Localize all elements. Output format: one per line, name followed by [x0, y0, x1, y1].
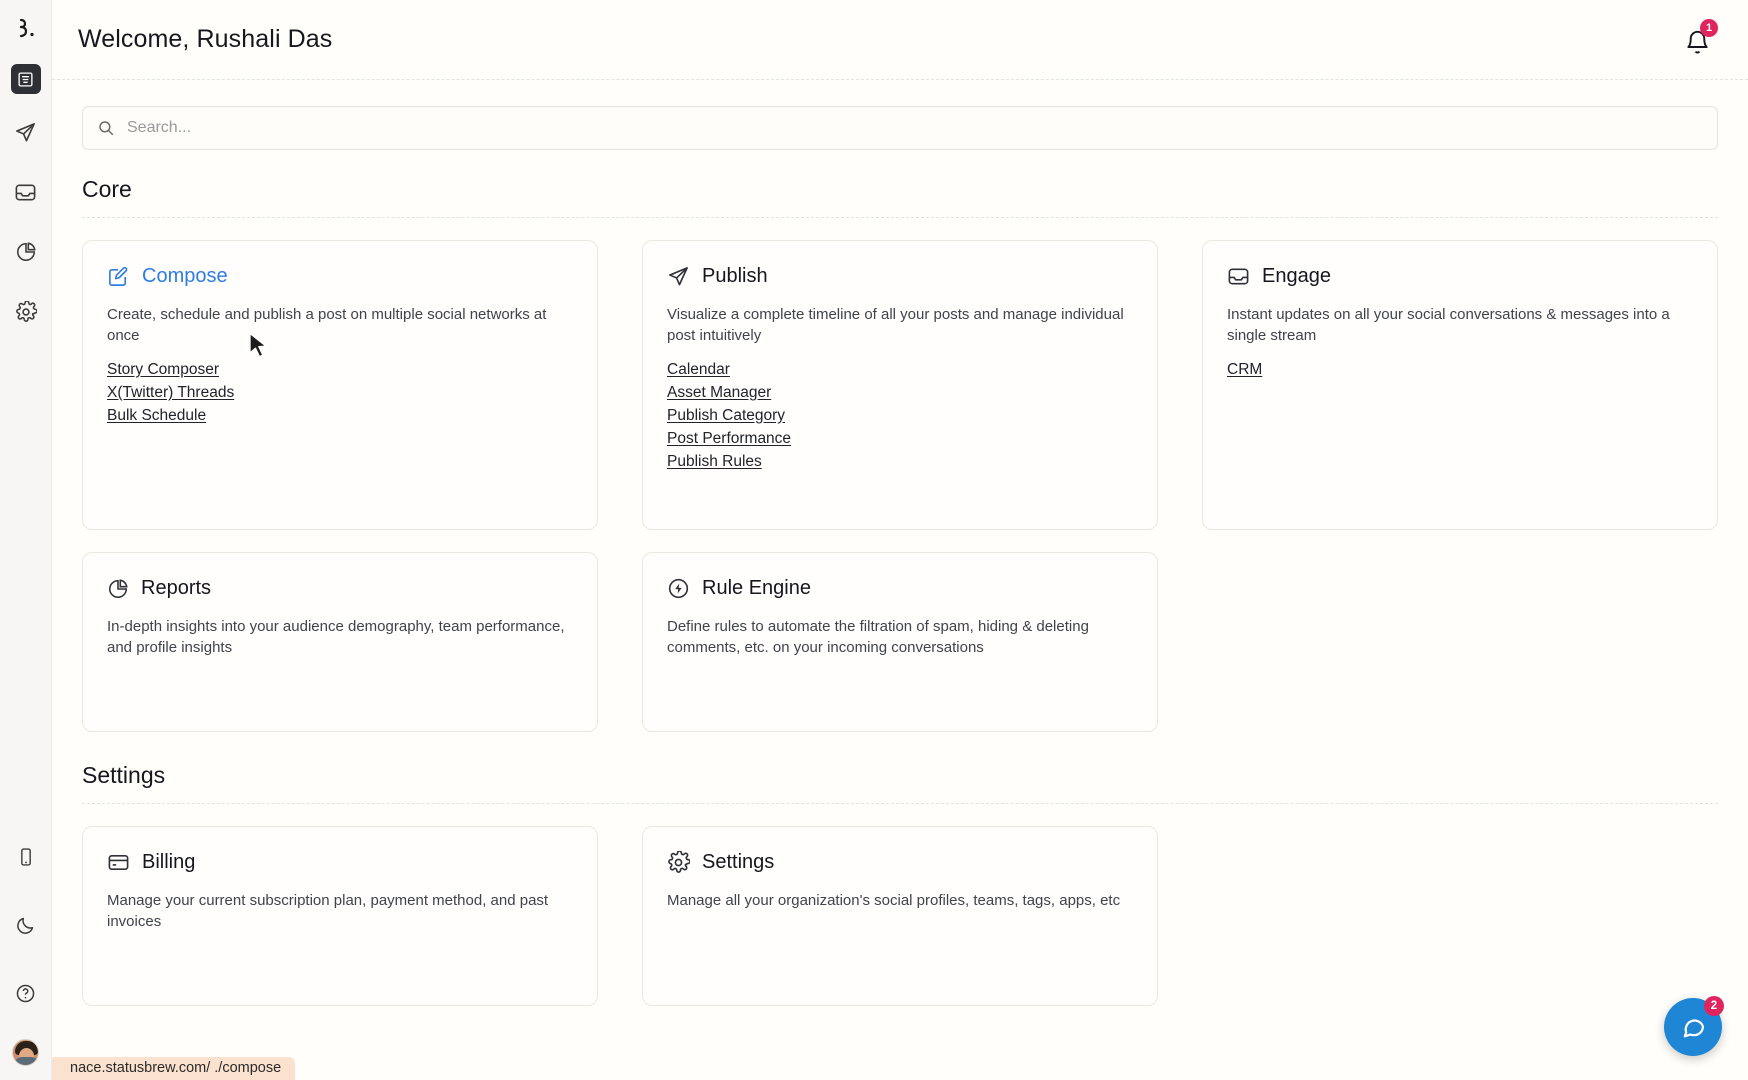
- core-card-grid: [82, 240, 1718, 732]
- card-description: Manage your current subscription plan, payment method, and past invoices: [107, 892, 549, 931]
- section-settings: [82, 762, 1718, 1006]
- card-rule-engine[interactable]: [642, 552, 1158, 732]
- card-header: [107, 851, 573, 874]
- search-bar[interactable]: [82, 106, 1718, 150]
- card-settings[interactable]: [642, 826, 1158, 1006]
- question-circle-icon[interactable]: [7, 971, 45, 1015]
- page-title: Welcome, Rushali Das: [78, 25, 333, 53]
- sidebar-item-publish[interactable]: [7, 110, 45, 154]
- card-title: Billing: [142, 851, 196, 873]
- card-title: Settings: [702, 851, 775, 873]
- link-story-composer[interactable]: Story Composer: [107, 360, 219, 378]
- left-rail: [0, 0, 52, 1080]
- mobile-icon[interactable]: [7, 835, 45, 879]
- sidebar-item-reports[interactable]: [7, 230, 45, 274]
- pie-chart-icon: [107, 578, 129, 600]
- card-publish[interactable]: [642, 240, 1158, 530]
- compose-pencil-icon: [107, 265, 130, 288]
- search-icon: [97, 119, 115, 137]
- section-divider: [82, 803, 1718, 804]
- section-title-settings: Settings: [82, 762, 166, 788]
- card-engage[interactable]: [1202, 240, 1718, 530]
- chat-unread-badge: 2: [1704, 996, 1724, 1016]
- card-description: Visualize a complete timeline of all your posts and manage individual post intuitively: [667, 306, 1124, 345]
- gear-icon: [667, 851, 690, 874]
- link-post-performance[interactable]: Post Performance: [667, 429, 792, 447]
- section-core: [82, 176, 1718, 732]
- link-publish-rules[interactable]: Publish Rules: [667, 452, 762, 470]
- card-header: [107, 577, 573, 600]
- card-title: Compose: [142, 265, 228, 287]
- link-twitter-threads[interactable]: X(Twitter) Threads: [107, 383, 235, 401]
- user-avatar[interactable]: [12, 1039, 39, 1066]
- card-header: [667, 851, 1133, 874]
- card-description: In-depth insights into your audience demography, team performance, and profile insights: [107, 618, 565, 657]
- search-input[interactable]: [127, 119, 1703, 137]
- notifications-button[interactable]: [1682, 23, 1716, 57]
- top-bar: [52, 0, 1748, 80]
- inbox-icon: [1227, 265, 1250, 288]
- statusbrew-logo-icon[interactable]: [12, 14, 40, 42]
- notification-badge: 1: [1700, 19, 1718, 37]
- paper-plane-icon: [667, 265, 690, 288]
- sidebar-item-settings[interactable]: [7, 290, 45, 334]
- settings-card-grid: [82, 826, 1718, 1006]
- content-scroll: [52, 80, 1748, 1080]
- card-title: Engage: [1262, 265, 1331, 287]
- link-asset-manager[interactable]: Asset Manager: [667, 383, 772, 401]
- link-crm[interactable]: CRM: [1227, 360, 1263, 378]
- card-header: [107, 265, 573, 288]
- link-publish-category[interactable]: Publish Category: [667, 406, 786, 424]
- card-reports[interactable]: [82, 552, 598, 732]
- rail-bottom-group: [7, 835, 45, 1080]
- sidebar-item-engage[interactable]: [7, 170, 45, 214]
- grid-empty-cell: [1202, 552, 1718, 732]
- card-links: [107, 361, 573, 425]
- grid-empty-cell: [1202, 826, 1718, 1006]
- lightning-circle-icon: [667, 577, 690, 600]
- section-title-core: Core: [82, 176, 132, 202]
- credit-card-icon: [107, 851, 130, 874]
- card-title: Publish: [702, 265, 768, 287]
- card-title: Rule Engine: [702, 577, 811, 599]
- card-compose[interactable]: [82, 240, 598, 530]
- card-description: Define rules to automate the filtration of spam, hiding & deleting comments, etc. on your incoming conversations: [667, 618, 1089, 657]
- status-bar-url: nace.statusbrew.com/ ./compose: [52, 1057, 295, 1080]
- card-links: [667, 361, 1133, 471]
- card-description: Create, schedule and publish a post on multiple social networks at once: [107, 306, 547, 345]
- card-title: Reports: [141, 577, 212, 599]
- sidebar-item-workspace[interactable]: [11, 64, 41, 94]
- main-area: [52, 0, 1748, 1080]
- link-bulk-schedule[interactable]: Bulk Schedule: [107, 406, 207, 424]
- link-calendar[interactable]: Calendar: [667, 360, 730, 378]
- section-divider: [82, 217, 1718, 218]
- card-description: Instant updates on all your social conversations & messages into a single stream: [1227, 306, 1670, 345]
- card-header: [667, 577, 1133, 600]
- moon-icon[interactable]: [7, 903, 45, 947]
- card-billing[interactable]: [82, 826, 598, 1006]
- card-header: [667, 265, 1133, 288]
- card-links: [1227, 361, 1693, 379]
- chat-bubble-icon: [1679, 1013, 1707, 1041]
- card-header: [1227, 265, 1693, 288]
- chat-widget-button[interactable]: [1664, 998, 1722, 1056]
- card-description: Manage all your organization's social profiles, teams, tags, apps, etc: [667, 892, 1121, 909]
